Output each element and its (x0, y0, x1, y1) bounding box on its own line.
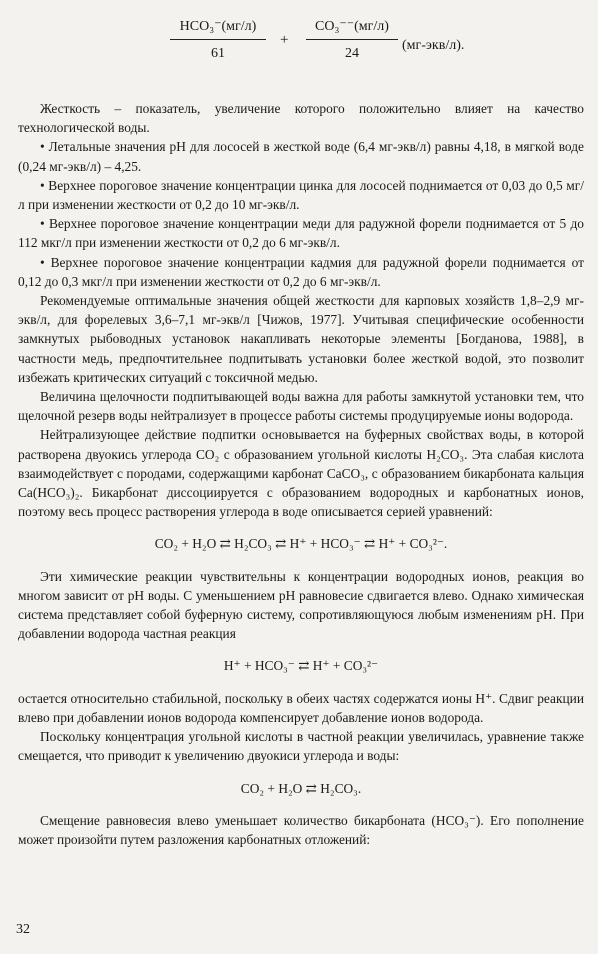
fraction-bar (170, 39, 266, 40)
hardness-formula (170, 8, 500, 78)
equation: CO₂ + H₂O ⇄ H₂CO₃. (240, 780, 362, 796)
page-number: 32 (16, 922, 30, 937)
fraction-denominator: 61 (211, 46, 225, 61)
paragraph: Жесткость – показатель, увеличение которого положительно влияет на качество технологической воды. (18, 101, 584, 136)
paragraph: Поскольку концентрация угольной кислоты в частной реакции увеличилась, уравнение также смещается, что приводит к увеличению двуокиси углерода и воды: (18, 729, 584, 764)
paragraph: остается относительно стабильной, поскольку в обеих частях содержатся ионы H⁺. Сдвиг реакции влево при добавлении ионов водорода компенсирует добавление ионов водорода. (18, 690, 584, 725)
fraction-denominator: 24 (345, 46, 359, 61)
paragraph: Эти химические реакции чувствительны к концентрации водородных ионов, реакция во многом зависит от pH воды. С уменьшением pH равновесие сдвигается влево. Однако химическая система представляет собой буферную систему, сопротивляющуюся любым изменениям pH. При добавлении водорода частная реакция (18, 568, 584, 642)
bullet-item: • Верхнее пороговое значение концентрации меди для радужной форели поднимается от 5 до 112 мкг/л при изменении жесткости от 0,2 до 6 мг-экв/л. (18, 214, 584, 252)
fraction-numerator: HCO₃⁻(мг/л) (179, 19, 257, 34)
equation: CO₂ + H₂O ⇄ H₂CO₃ ⇄ H⁺ + HCO₃⁻ ⇄ H⁺ + CO₃²⁻. (154, 536, 448, 552)
bullet-item: • Верхнее пороговое значение концентрации цинка для лососей поднимается от 0,03 до 0,5 мг/л при изменении жесткости от 0,2 до 10 мг-экв/л. (18, 176, 584, 214)
formula-units: (мг-экв/л). (402, 38, 465, 53)
bullet-item: • Летальные значения pH для лососей в жесткой воде (6,4 мг-экв/л) равны 4,18, в мягкой воде (0,24 мг-экв/л) – 4,25. (18, 137, 584, 175)
fraction-carbonate (306, 18, 398, 62)
plus-sign: + (280, 32, 289, 48)
equation: H⁺ + HCO₃⁻ ⇄ H⁺ + CO₃²⁻ (223, 658, 379, 674)
body-text (18, 99, 584, 849)
bullet-item: • Верхнее пороговое значение концентрации кадмия для радужной форели поднимается от 0,12 до 0,3 мкг/л при изменении жесткости от 0,2 до 6 мг-экв/л. (18, 253, 584, 291)
paragraph: Величина щелочности подпитывающей воды важна для работы замкнутой установки тем, что щелочной резерв воды нейтрализует в процессе работы системы продуцируемые ионы водорода. (18, 389, 584, 424)
paragraph: Рекомендуемые оптимальные значения общей жесткости для карповых хозяйств 1,8–2,9 мг-экв/л, для форелевых 3,6–7,1 мг-экв/л [Чижов, 1977]. Учитывая специфические особенности замкнутых рыбоводных установок накапливать некоторые элементы [Богданова, 1988], в частности медь, предпочтительнее подпитывать установки более жесткой водой, это позволит избежать критических ситуаций с токсичной медью. (18, 293, 584, 385)
paragraph: Смещение равновесия влево уменьшает количество бикарбоната (HCO₃⁻). Его пополнение может произойти путем разложения карбонатных отложений: (18, 812, 584, 847)
paragraph: Нейтрализующее действие подпитки основывается на буферных свойствах воды, в которой растворена двуокись углерода CO₂ с образованием угольной кислоты H₂CO₃. Эта слабая кислота взаимодействует с породами, содержащими карбонат CaCO₃, с образованием бикарбоната кальция Ca(HCO₃)₂. Бикарбонат диссоциируется с образованием водородных и карбонатных ионов, поэтому весь процесс растворения углерода в воде описывается серией уравнений: (18, 427, 584, 520)
fraction-bicarbonate (170, 18, 266, 62)
fraction-bar (306, 39, 398, 40)
fraction-numerator: CO₃⁻⁻(мг/л) (315, 19, 389, 34)
